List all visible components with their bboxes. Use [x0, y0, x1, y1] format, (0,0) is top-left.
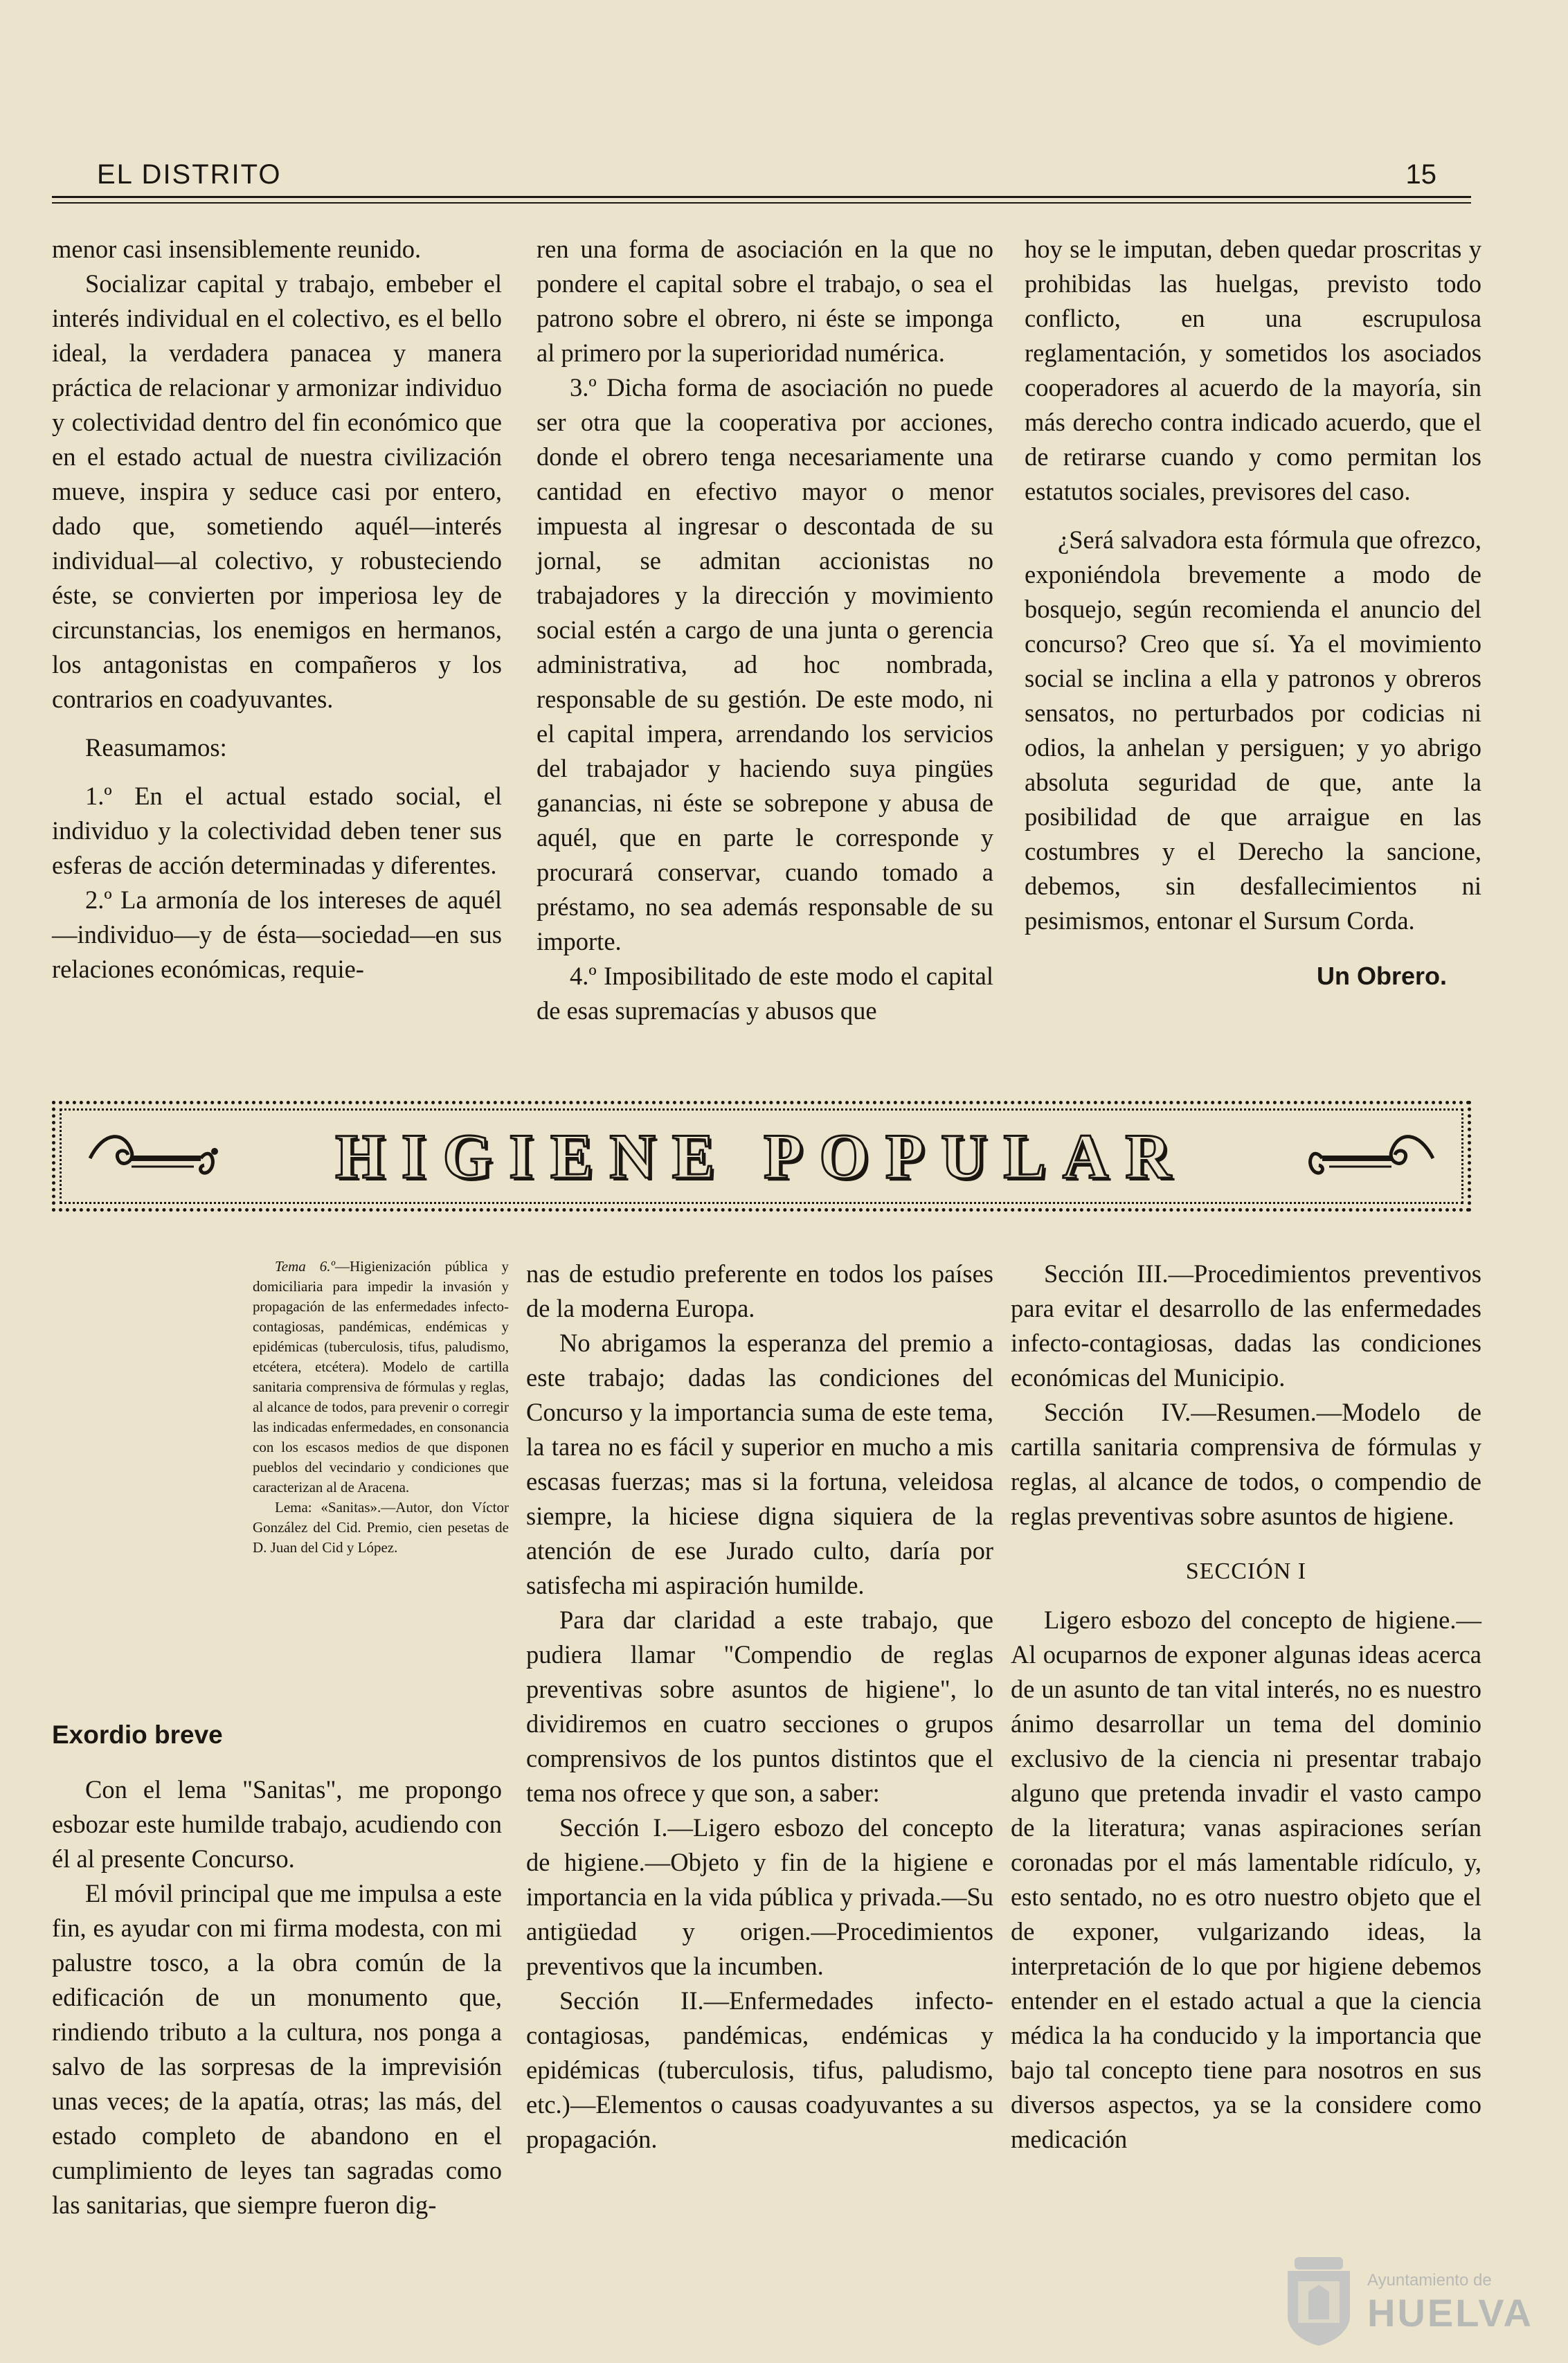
library-watermark	[1281, 2250, 1533, 2347]
scroll-ornament-icon	[1301, 1124, 1440, 1193]
banner-inner-border	[60, 1108, 1463, 1204]
paragraph: ren una forma de asociación en la que no pondere el capital sobre el trabajo, o sea el patrono sobre el obrero, ni éste se imponga al primero por la superioridad numérica.	[537, 235, 993, 367]
bottom-column-3	[1011, 1257, 1481, 2157]
article-signature: Un Obrero.	[1316, 962, 1447, 990]
top-column-1	[52, 232, 502, 987]
paragraph: Sección I.—Ligero esbozo del concepto de higiene.—Objeto y fin de la higiene e importancia en la vida pública y privada.—Su antigüedad y origen.—Procedimientos preventivos que la incumben.	[526, 1813, 993, 1980]
paragraph: ¿Será salvadora esta fórmula que ofrezco, exponiéndola brevemente a modo de bosquejo, según recomienda el anuncio del concurso? Creo que sí. Ya el movimiento social se inclina a ella y patronos y obreros sensatos, no perturbados por codicias ni odios, la anhelan y persiguen; y yo abrigo absoluta seguridad de que, ante la posibilidad de que arraigue en las costumbres y el Derecho la sancione, debemos, sin desfallecimientos ni pesimismos, entonar el Sursum Corda.	[1025, 525, 1481, 935]
header-rule-thin	[52, 202, 1471, 204]
paragraph: hoy se le imputan, deben quedar proscritas y prohibidas las huelgas, previsto todo conflicto, en una escrupulosa reglamentación, y sometidos los asociados cooperadores al acuerdo de la mayoría, sin más derecho contra indicado acuerdo, que el de retirarse cuando y como permitan los estatutos sociales, previsores del caso.	[1025, 235, 1481, 505]
paragraph: 1.º En el actual estado social, el individuo y la colectividad deben tener sus esferas de acción determinadas y diferentes.	[52, 782, 502, 879]
scroll-ornament-icon	[83, 1124, 222, 1193]
banner-title: HIGIENE POPULAR	[335, 1121, 1188, 1192]
paragraph: Para dar claridad a este trabajo, que pudiera llamar "Compendio de reglas preventivas sobre asuntos de higiene", lo dividiremos en cuatro secciones o grupos comprensivos de los puntos distintos que el tema nos ofrece y que son, a saber:	[526, 1606, 993, 1807]
top-column-2	[537, 232, 993, 1028]
tema-description	[253, 1257, 509, 1498]
paragraph: Sección III.—Procedimientos preventivos para evitar el desarrollo de las enfermedades infecto-contagiosas, dadas las condiciones económicas del Municipio.	[1011, 1259, 1481, 1392]
paragraph: Reasumamos:	[85, 733, 227, 762]
paragraph: Sección II.—Enfermedades infecto-contagiosas, pandémicas, endémicas y epidémicas (tuberculosis, tifus, paludismo, etc.)—Elementos o causas coadyuvantes a su propagación.	[526, 1986, 993, 2153]
watermark-line-2: HUELVA	[1367, 2291, 1533, 2335]
header-rule-thick	[52, 196, 1471, 198]
running-head	[48, 159, 1436, 201]
paragraph: Sección IV.—Resumen.—Modelo de cartilla sanitaria comprensiva de fórmulas y reglas, al alcance de todos, o compendio de reglas preventivas sobre asuntos de higiene.	[1011, 1398, 1481, 1530]
tema-text: —Higienización pública y domiciliaria para impedir la invasión y propagación de las enfermedades infecto-contagiosas, pandémicas, endémicas y epidémicas (tuberculosis, tifus, paludismo, etcétera, etcétera). Modelo de cartilla sanitaria comprensiva de fórmulas y reglas, al alcance de todos, para prevenir o corregir las indicadas enfermedades, en consonancia con los escasos medios de que disponen pueblos del vecindario y condiciones que caracterizan al de Aracena.	[253, 1258, 509, 1495]
watermark-line-1: Ayuntamiento de	[1367, 2271, 1492, 2290]
paragraph: El móvil principal que me impulsa a este fin, es ayudar con mi firma modesta, con mi palustre tosco, a la obra común de la edificación de un monumento que, rindiendo tributo a la cultura, nos ponga a salvo de las sorpresas de la imprevisión unas veces; de la apatía, otras; las más, del estado completo de abandono en el cumplimiento de leyes tan sagradas como las sanitarias, que siempre fueron dig-	[52, 1879, 502, 2219]
paragraph: Con el lema "Sanitas", me propongo esbozar este humilde trabajo, acudiendo con él al presente Concurso.	[52, 1775, 502, 1873]
paragraph: menor casi insensiblemente reunido.	[52, 235, 422, 263]
paragraph: 3.º Dicha forma de asociación no puede ser otra que la cooperativa por acciones, donde el obrero tenga necesariamente una cantidad en efectivo mayor o menor impuesta al ingresar o descontada de su jornal, se admitan accionistas no trabajadores y la dirección y movimiento social estén a cargo de una junta o gerencia administrativa, ad hoc nombrada, responsable de su gestión. De este modo, ni el capital impera, arrendando los servicios del trabajador y haciendo suya pingües ganancias, ni éste se sobrepone y abusa de aquél, que en parte le corresponde y procurará conservar, cuando tomado a préstamo, no sea además responsable de su importe.	[537, 373, 993, 955]
paragraph: Ligero esbozo del concepto de higiene.—Al ocuparnos de exponer algunas ideas acerca de un asunto de tan vital interés, no es nuestro ánimo desarrollar un tema del dominio exclusivo de la ciencia ni presentar trabajo alguno que pretenda invadir el vasto campo de la literatura; vanas aspiraciones serían coronadas por el más lamentable ridículo, y, esto sentado, no es otro nuestro objeto que el de exponer, vulgarizando ideas, la interpretación de lo que por higiene debemos entender en el estado actual a que la ciencia médica la ha conducido y la importancia que bajo tal concepto tiene para nosotros en sus diversos aspectos, ya se la considere como medicación	[1011, 1606, 1481, 2153]
bottom-column-2	[526, 1257, 993, 2157]
page-number: 15	[1405, 159, 1436, 190]
paragraph: 2.º La armonía de los intereses de aquél—individuo—y de ésta—sociedad—en sus relaciones económicas, requie-	[52, 886, 502, 983]
bottom-column-1	[52, 1772, 502, 2222]
paragraph: nas de estudio preferente en todos los países de la moderna Europa.	[526, 1259, 993, 1322]
tema-note	[253, 1257, 509, 1558]
coat-of-arms-icon	[1281, 2250, 1357, 2347]
paragraph: Socializar capital y trabajo, embeber el interés individual en el colectivo, es el bello ideal, la verdadera panacea y manera práctica de relacionar y armonizar individuo y colectividad dentro del fin económico que en el estado actual de nuestra civilización mueve, inspira y seduce casi por entero, dado que, sometiendo aquél—interés individual—al colectivo, y robusteciendo éste, se convierten por imperiosa ley de circunstancias, los enemigos en hermanos, los antagonistas en compañeros y los contrarios en coadyuvantes.	[52, 269, 502, 713]
tema-label: Tema 6.º	[275, 1258, 335, 1275]
section-heading: SECCIÓN I	[1185, 1558, 1307, 1584]
tema-lema: Lema: «Sanitas».—Autor, don Víctor González del Cid. Premio, cien pesetas de D. Juan del Cid y López.	[253, 1499, 509, 1556]
top-column-3	[1025, 232, 1481, 994]
section-banner	[52, 1101, 1471, 1212]
exordio-heading: Exordio breve	[52, 1720, 223, 1749]
publication-name: EL DISTRITO	[97, 159, 282, 190]
paragraph: 4.º Imposibilitado de este modo el capital de esas supremacías y abusos que	[537, 962, 993, 1025]
paragraph: No abrigamos la esperanza del premio a este trabajo; dadas las condiciones del Concurso y la importancia suma de este tema, la tarea no es fácil y superior en mucho a mis escasas fuerzas; mas si la fortuna, veleidosa siempre, la hiciese digna siquiera de la atención de ese Jurado culto, daría por satisfecha mi aspiración humilde.	[526, 1329, 993, 1599]
